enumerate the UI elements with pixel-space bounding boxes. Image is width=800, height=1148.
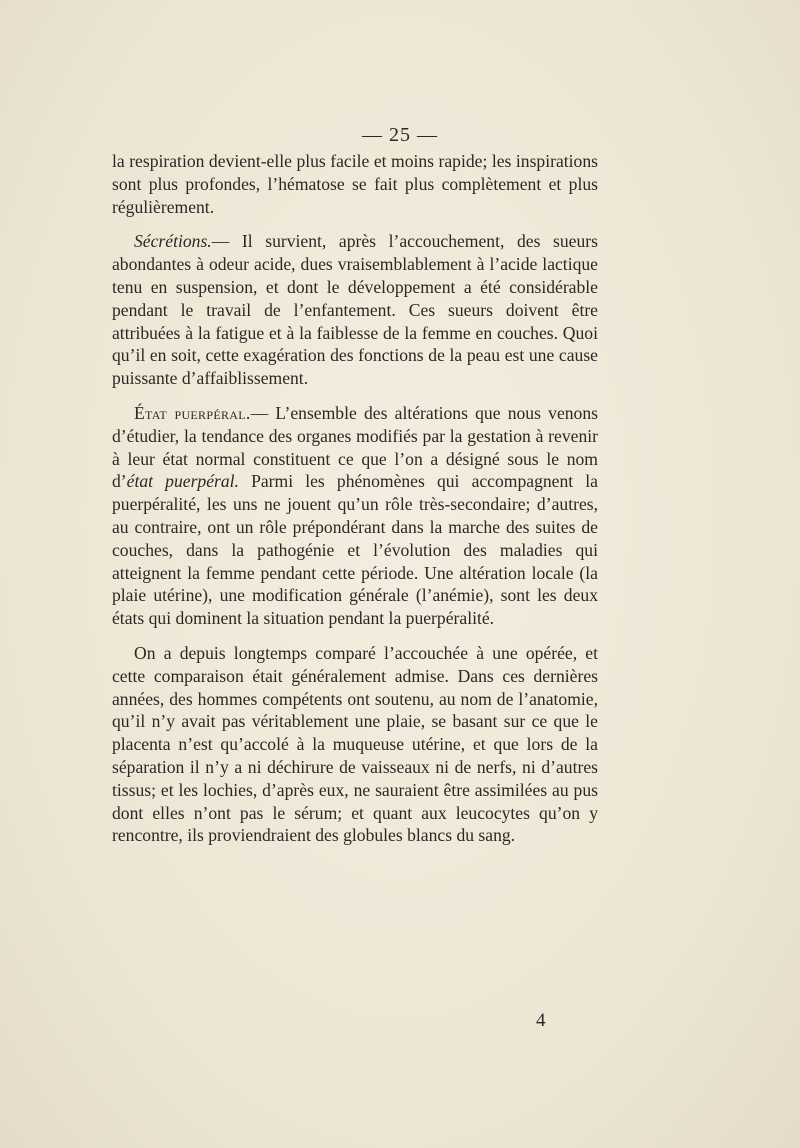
section-title-etat-puerperal: État puerpéral. xyxy=(134,402,251,423)
paragraph-comparaison: On a depuis longtemps comparé l’accouchée à une opérée, et cette comparaison était généralement admise. Dans ces dernières années, des hommes compétents ont soutenu, au nom de l’anatomie, qu’il n’y avait pas véritablement une plaie, se basant sur ce que le placenta n’est qu’accolé à la muqueuse utérine, et que lors de la séparation il n’y a ni déchirure de vaisseaux ni de nerfs, ni d’autres tissus; et les lochies, d’après eux, ne sauraient être assimilées au pus dont elles n’ont pas le sérum; et quant aux leucocytes qu’on y rencontre, ils proviendraient des globules blancs du sang. xyxy=(112,642,598,846)
paragraph-etat-text-b: Parmi les phénomènes qui accompagnent la puerpéralité, les uns ne jouent qu’un rôle très-secondaire; d’autres, au contraire, ont un rôle prépondérant dans la marche des suites de couches, dans la pathogénie et l’évolution des maladies qui atteignent la femme pendant cette période. Une altération locale (la plaie utérine), une modification générale (l’anémie), sont les deux états qui dominent la situation pendant la puerpéralité. xyxy=(112,471,598,629)
body-text xyxy=(112,150,598,847)
paragraph-secretions-text: — Il survient, après l’accouchement, des sueurs abondantes à odeur acide, dues vraisemblablement à l’acide lactique tenu en suspension, et dont le développement a été considérable pendant le travail de l’enfantement. Ces sueurs doivent être attribuées à la fatigue et à la faiblesse de la femme en couches. Quoi qu’il en soit, cette exagération des fonctions de la peau est une cause puissante d’affaiblissement. xyxy=(112,231,598,389)
term-etat-puerperal: état puerpéral. xyxy=(126,471,239,492)
paragraph-respiration: la respiration devient-elle plus facile et moins rapide; les inspirations sont plus profondes, l’hématose se fait plus complètement et plus régulièrement. xyxy=(112,151,598,217)
page-number: — 25 — xyxy=(362,124,438,146)
signature-mark: 4 xyxy=(536,1010,546,1031)
paragraph-etat-puerperal xyxy=(112,402,598,630)
paragraph-secretions xyxy=(112,230,598,390)
section-title-secretions: Sécrétions. xyxy=(134,231,212,252)
paragraph-etat-text-a: — L’ensemble des altérations que nous venons d’étudier, la tendance des organes modifiés par la gestation à revenir à leur état normal constituent ce que l’on a désigné sous le nom d’ xyxy=(112,402,598,492)
